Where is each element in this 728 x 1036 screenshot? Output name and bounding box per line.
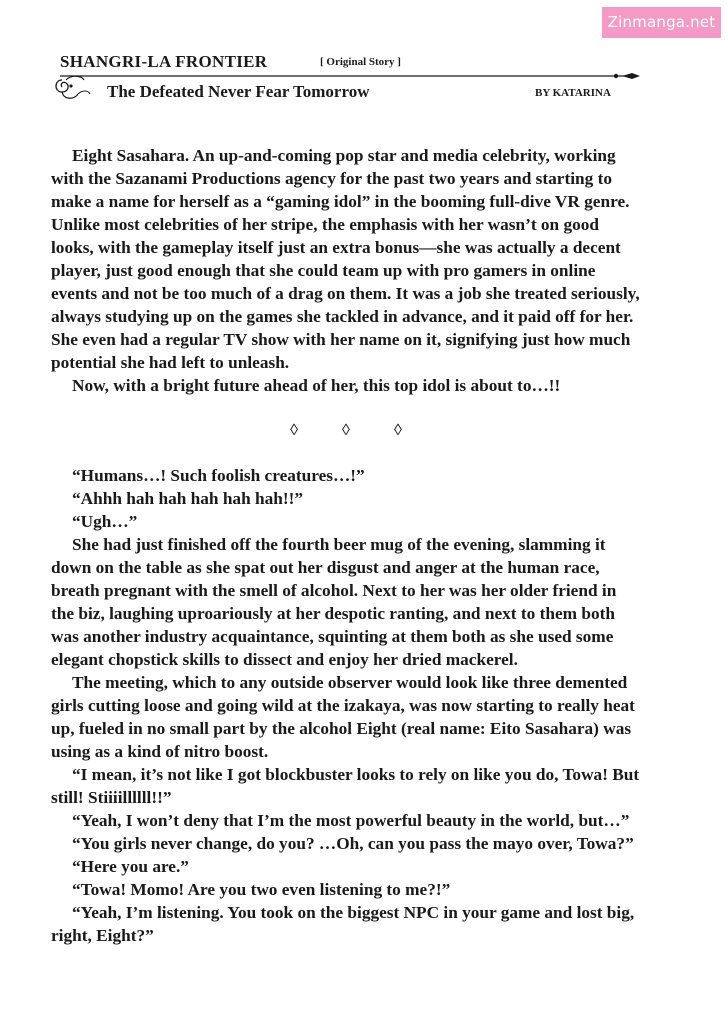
author-byline: BY KATARINA: [535, 87, 611, 99]
scene-break-diamonds: ◊ ◊ ◊: [290, 422, 422, 439]
paragraph: “I mean, it’s not like I got blockbuster looks to rely on like you do, Towa! But still! Stiiiillllll!!”: [51, 765, 640, 807]
paragraph: “You girls never change, do you? …Oh, can you pass the mayo over, Towa?”: [72, 834, 634, 853]
chapter-title: The Defeated Never Fear Tomorrow: [107, 82, 370, 101]
paragraph: “Ahhh hah hah hah hah hah!!”: [72, 489, 304, 508]
paragraph: The meeting, which to any outside observer would look like three demented girls cutting loose and going wild at the izakaya, was now starting to really heat up, fueled in no small part by the alcohol Eight (real name: Eito Sasahara) was using as a kind of nitro boost.: [51, 673, 635, 761]
paragraph: “Here you are.”: [72, 857, 189, 876]
original-story-label: [ Original Story ]: [320, 56, 401, 68]
story-body: [51, 144, 641, 947]
paragraph: “Yeah, I won’t deny that I’m the most powerful beauty in the world, but…”: [72, 811, 630, 830]
paragraph: “Towa! Momo! Are you two even listening to me?!”: [72, 880, 451, 899]
paragraph: Eight Sasahara. An up-and-coming pop star and media celebrity, working with the Sazanami Productions agency for the past two years and starting to make a name for herself as a “gaming idol” in the booming full-dive VR genre. Unlike most celebrities of her stripe, the emphasis with her wasn’t on good looks, with the gameplay itself just an extra bonus—she was actually a decent player, just good enough that she could team up with pro gamers in online events and not be too much of a drag on them. It was a job she treated seriously, always studying up on the games she tackled in advance, and it paid off for her. She even had a regular TV show with her name on it, signifying just how much potential she had left to unleash.: [51, 146, 640, 372]
paragraph: “Ugh…”: [72, 512, 138, 531]
watermark-badge: Zinmanga.net: [602, 7, 721, 38]
paragraph: “Yeah, I’m listening. You took on the biggest NPC in your game and lost big, right, Eight?”: [51, 903, 635, 945]
paragraph: She had just finished off the fourth beer mug of the evening, slamming it down on the table as she spat out her disgust and anger at the human race, breath pregnant with the smell of alcohol. Next to her was her older friend in the biz, laughing uproariously at her despotic ranting, and next to them both was another industry acquaintance, squinting at them both as she used some elegant chopstick skills to dissect and enjoy her dried mackerel.: [51, 535, 617, 669]
paragraph: Now, with a bright future ahead of her, this top idol is about to…!!: [72, 376, 561, 395]
paragraph: “Humans…! Such foolish creatures…!”: [72, 466, 365, 485]
series-title: SHANGRI-LA FRONTIER: [60, 52, 268, 71]
